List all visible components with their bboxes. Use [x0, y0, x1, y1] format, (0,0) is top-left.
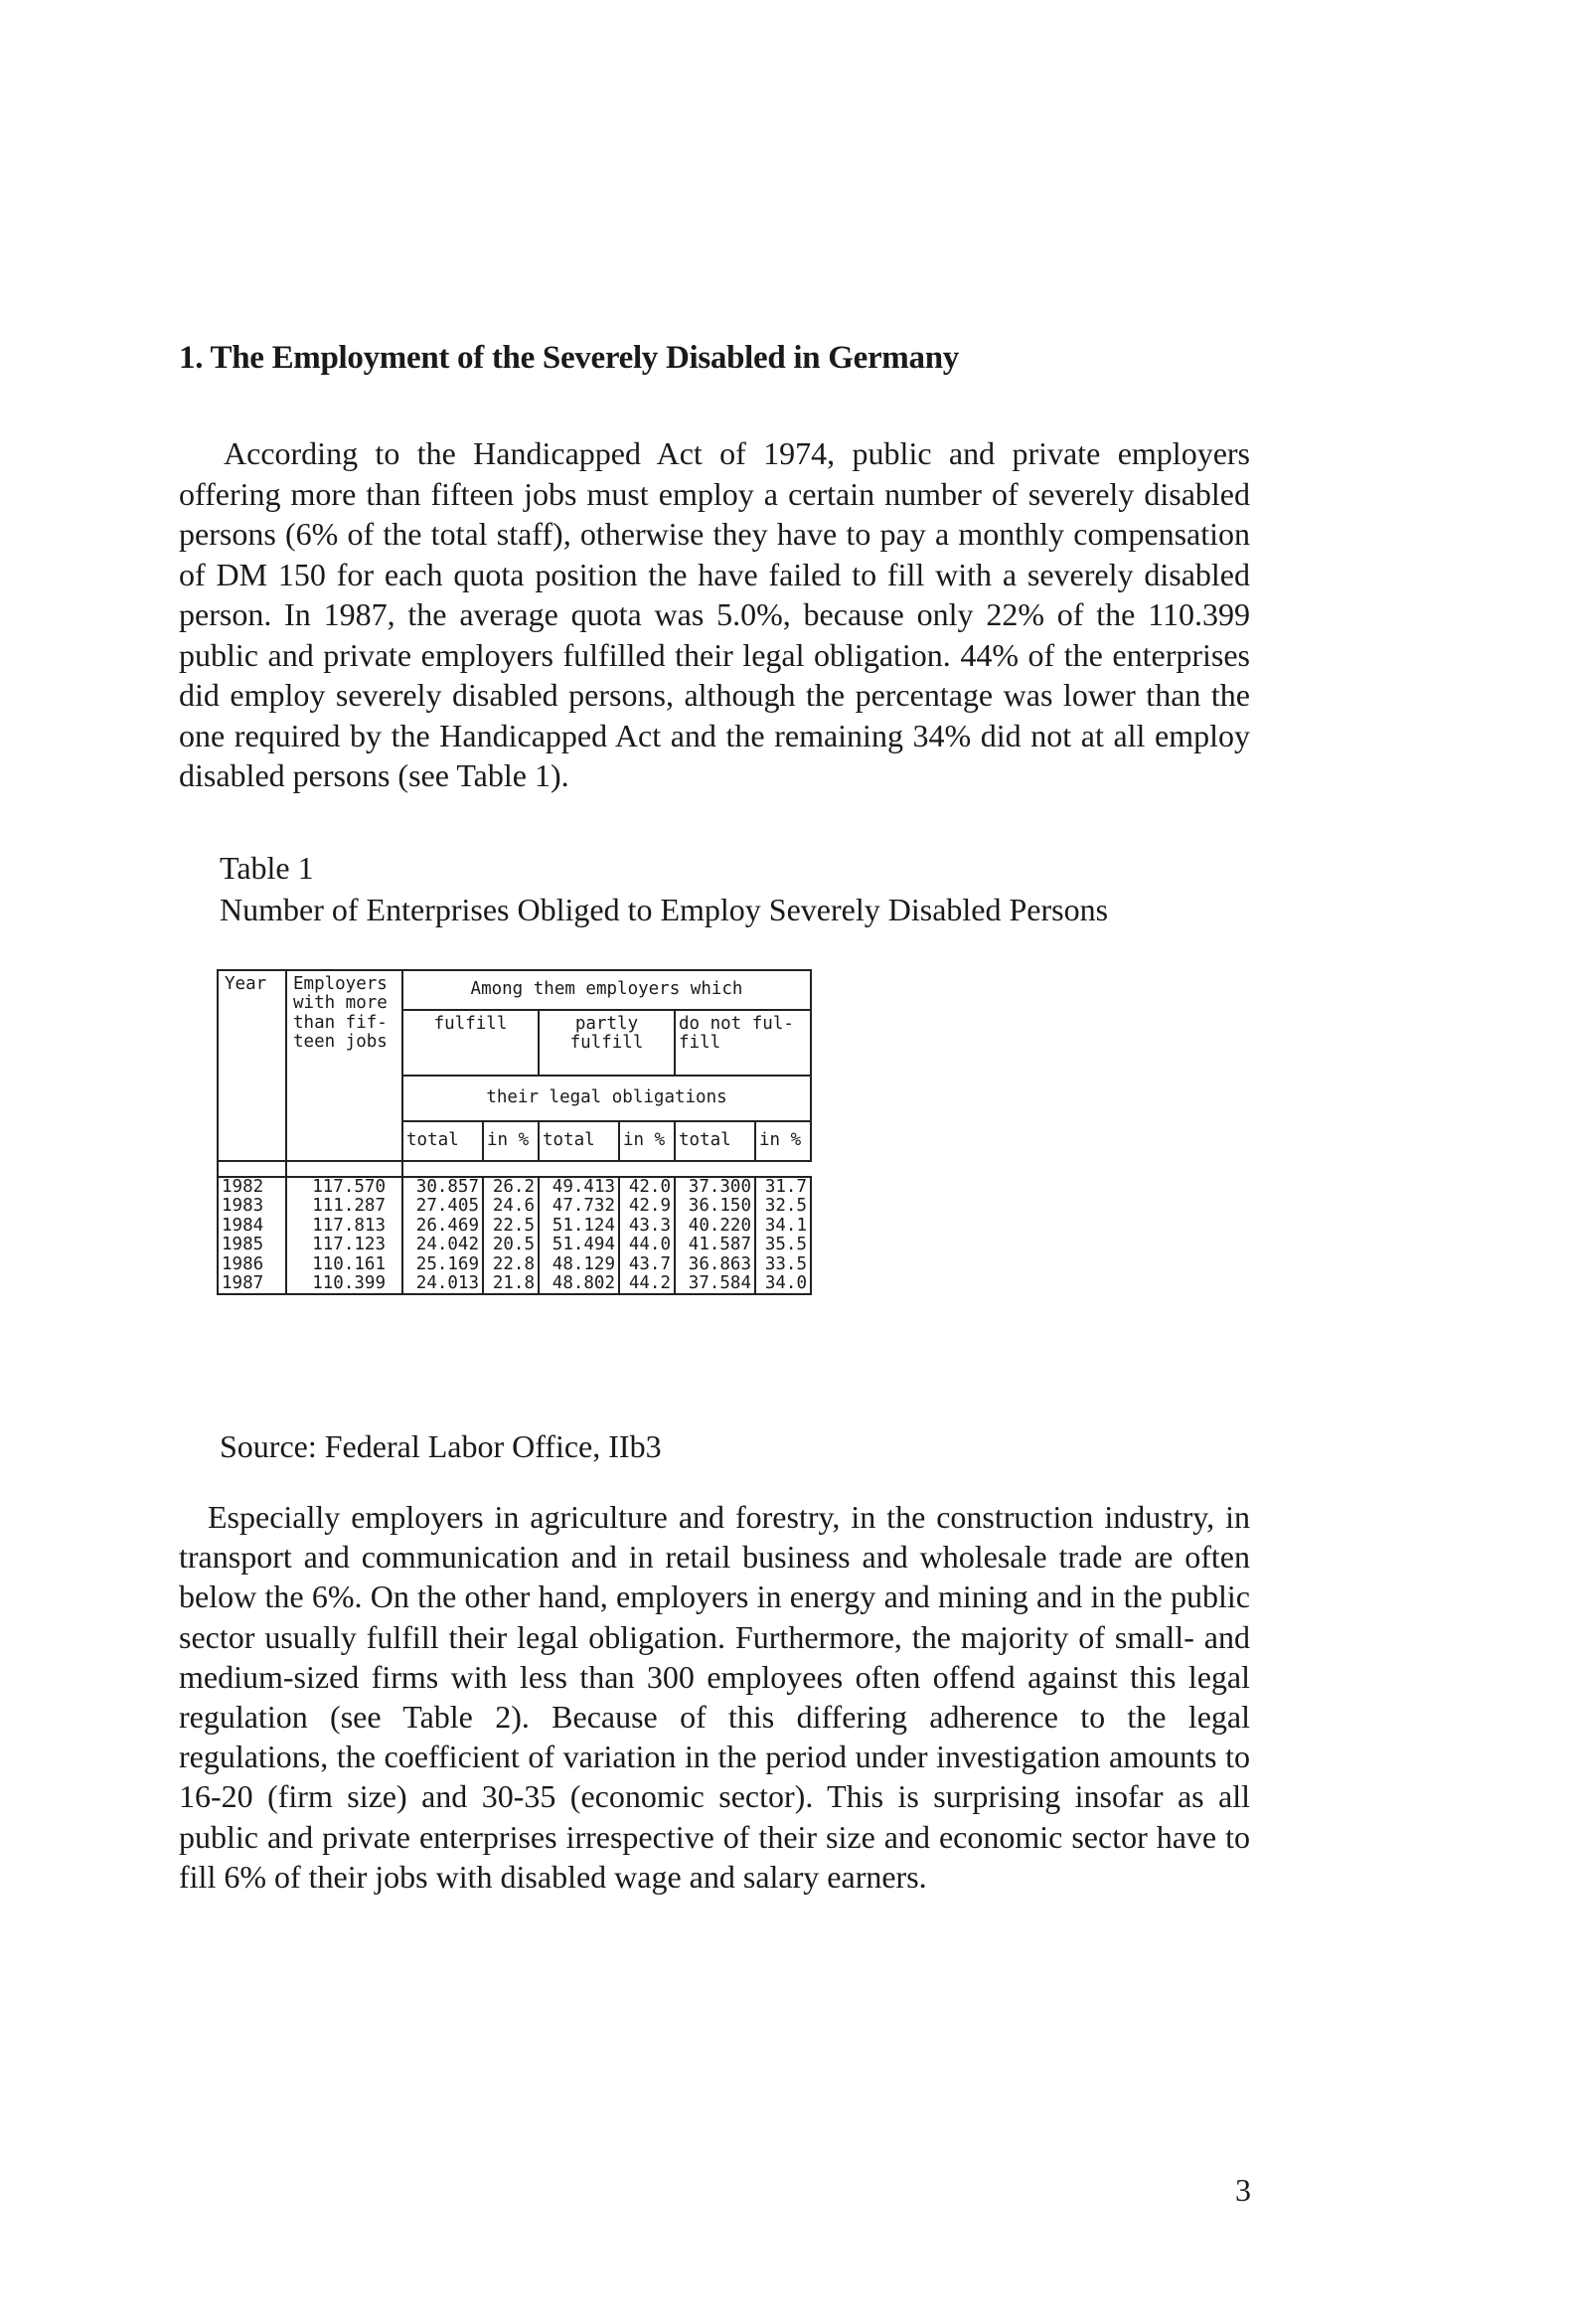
table-row: [218, 1197, 811, 1216]
value-cell: 35.5: [755, 1236, 811, 1254]
value-cell: 24.6: [483, 1197, 539, 1216]
value-cell: 26.469: [402, 1217, 483, 1236]
value-cell: 36.150: [675, 1197, 755, 1216]
value-cell: 20.5: [483, 1236, 539, 1254]
pct-header: in %: [619, 1121, 675, 1161]
section-heading: 1. The Employment of the Severely Disabled in Germany: [179, 340, 959, 376]
value-cell: 22.5: [483, 1217, 539, 1236]
value-cell: 42.0: [619, 1177, 675, 1197]
value-cell: 44.0: [619, 1236, 675, 1254]
value-cell: 51.494: [539, 1236, 619, 1254]
year-cell: 1983: [218, 1197, 286, 1216]
table-title: Number of Enterprises Obliged to Employ Severely Disabled Persons: [220, 892, 1109, 927]
value-cell: 21.8: [483, 1274, 539, 1294]
value-cell: 33.5: [755, 1255, 811, 1274]
value-cell: 49.413: [539, 1177, 619, 1197]
value-cell: 34.1: [755, 1217, 811, 1236]
spacer-cell: [218, 1161, 286, 1177]
value-cell: 25.169: [402, 1255, 483, 1274]
value-cell: 48.129: [539, 1255, 619, 1274]
table-row: [218, 1274, 811, 1294]
value-cell: 24.042: [402, 1236, 483, 1254]
year-cell: 1984: [218, 1217, 286, 1236]
value-cell: 48.802: [539, 1274, 619, 1294]
among-header: Among them employers which: [402, 970, 811, 1010]
year-cell: 1985: [218, 1236, 286, 1254]
value-cell: 42.9: [619, 1197, 675, 1216]
total-header: total: [675, 1121, 755, 1161]
pct-header: in %: [483, 1121, 539, 1161]
year-cell: 1986: [218, 1255, 286, 1274]
value-cell: 37.300: [675, 1177, 755, 1197]
year-header: Year: [218, 970, 286, 1161]
partly-fulfill-header: partly fulfill: [539, 1010, 675, 1076]
table-row: [218, 1177, 811, 1197]
intro-paragraph: According to the Handicapped Act of 1974, public and private employers offering more than fifteen jobs must employ a certain number of severely disabled persons (6% of the total staff), otherwise they have to pay a monthly compensation of DM 150 for each quota position the have failed to fill with a severely disabled person. In 1987, the average quota was 5.0%, because only 22% of the 110.399 public and private employers fulfilled their legal obligation. 44% of the enterprises did employ severely disabled persons, although the percentage was lower than the one required by the Handicapped Act and the remaining 34% did not at all employ disabled persons (see Table 1).: [179, 435, 1250, 793]
value-cell: 36.863: [675, 1255, 755, 1274]
value-cell: 43.3: [619, 1217, 675, 1236]
value-cell: 44.2: [619, 1274, 675, 1294]
value-cell: 34.0: [755, 1274, 811, 1294]
total-header: total: [539, 1121, 619, 1161]
employers-cell: 110.161: [286, 1255, 402, 1274]
page-number: 3: [1235, 2172, 1251, 2208]
year-cell: 1987: [218, 1274, 286, 1294]
employers-header: Employers with more than fif-teen jobs: [286, 970, 402, 1161]
value-cell: 37.584: [675, 1274, 755, 1294]
table-row: [218, 1236, 811, 1254]
table-row: [218, 1217, 811, 1236]
table-label: Table 1: [220, 850, 314, 886]
value-cell: 40.220: [675, 1217, 755, 1236]
employers-cell: 117.570: [286, 1177, 402, 1197]
employers-cell: 117.123: [286, 1236, 402, 1254]
fulfill-header: fulfill: [402, 1010, 539, 1076]
value-cell: 51.124: [539, 1217, 619, 1236]
employers-cell: 117.813: [286, 1217, 402, 1236]
table-source: Source: Federal Labor Office, IIb3: [220, 1428, 662, 1464]
value-cell: 22.8: [483, 1255, 539, 1274]
value-cell: 30.857: [402, 1177, 483, 1197]
value-cell: 26.2: [483, 1177, 539, 1197]
spacer-cell: [402, 1161, 811, 1177]
value-cell: 41.587: [675, 1236, 755, 1254]
employers-cell: 111.287: [286, 1197, 402, 1216]
table-row: [218, 1255, 811, 1274]
value-cell: 43.7: [619, 1255, 675, 1274]
spacer-cell: [286, 1161, 402, 1177]
legal-obligations-header: their legal obligations: [402, 1076, 811, 1121]
analysis-paragraph: Especially employers in agriculture and forestry, in the construction industry, in transport and communication and in retail business and wholesale trade are often below the 6%. On the other hand, employers in energy and mining and in the public sector usually fulfill their legal obligation. Furthermore, the majority of small- and medium-sized firms with less than 300 employees often offend against this legal regulation (see Table 2). Because of this differing adherence to the legal regulations, the coefficient of variation in the period under investigation amounts to 16-20 (firm size) and 30-35 (economic sector). This is surprising insofar as all public and private enterprises irrespective of their size and economic sector have to fill 6% of their jobs with disabled wage and salary earners.: [179, 1499, 1250, 1895]
year-cell: 1982: [218, 1177, 286, 1197]
employers-cell: 110.399: [286, 1274, 402, 1294]
value-cell: 24.013: [402, 1274, 483, 1294]
value-cell: 32.5: [755, 1197, 811, 1216]
total-header: total: [402, 1121, 483, 1161]
value-cell: 31.7: [755, 1177, 811, 1197]
pct-header: in %: [755, 1121, 811, 1161]
enterprises-table: [217, 969, 812, 1295]
value-cell: 47.732: [539, 1197, 619, 1216]
value-cell: 27.405: [402, 1197, 483, 1216]
do-not-fulfill-header: do not ful-fill: [675, 1010, 811, 1076]
